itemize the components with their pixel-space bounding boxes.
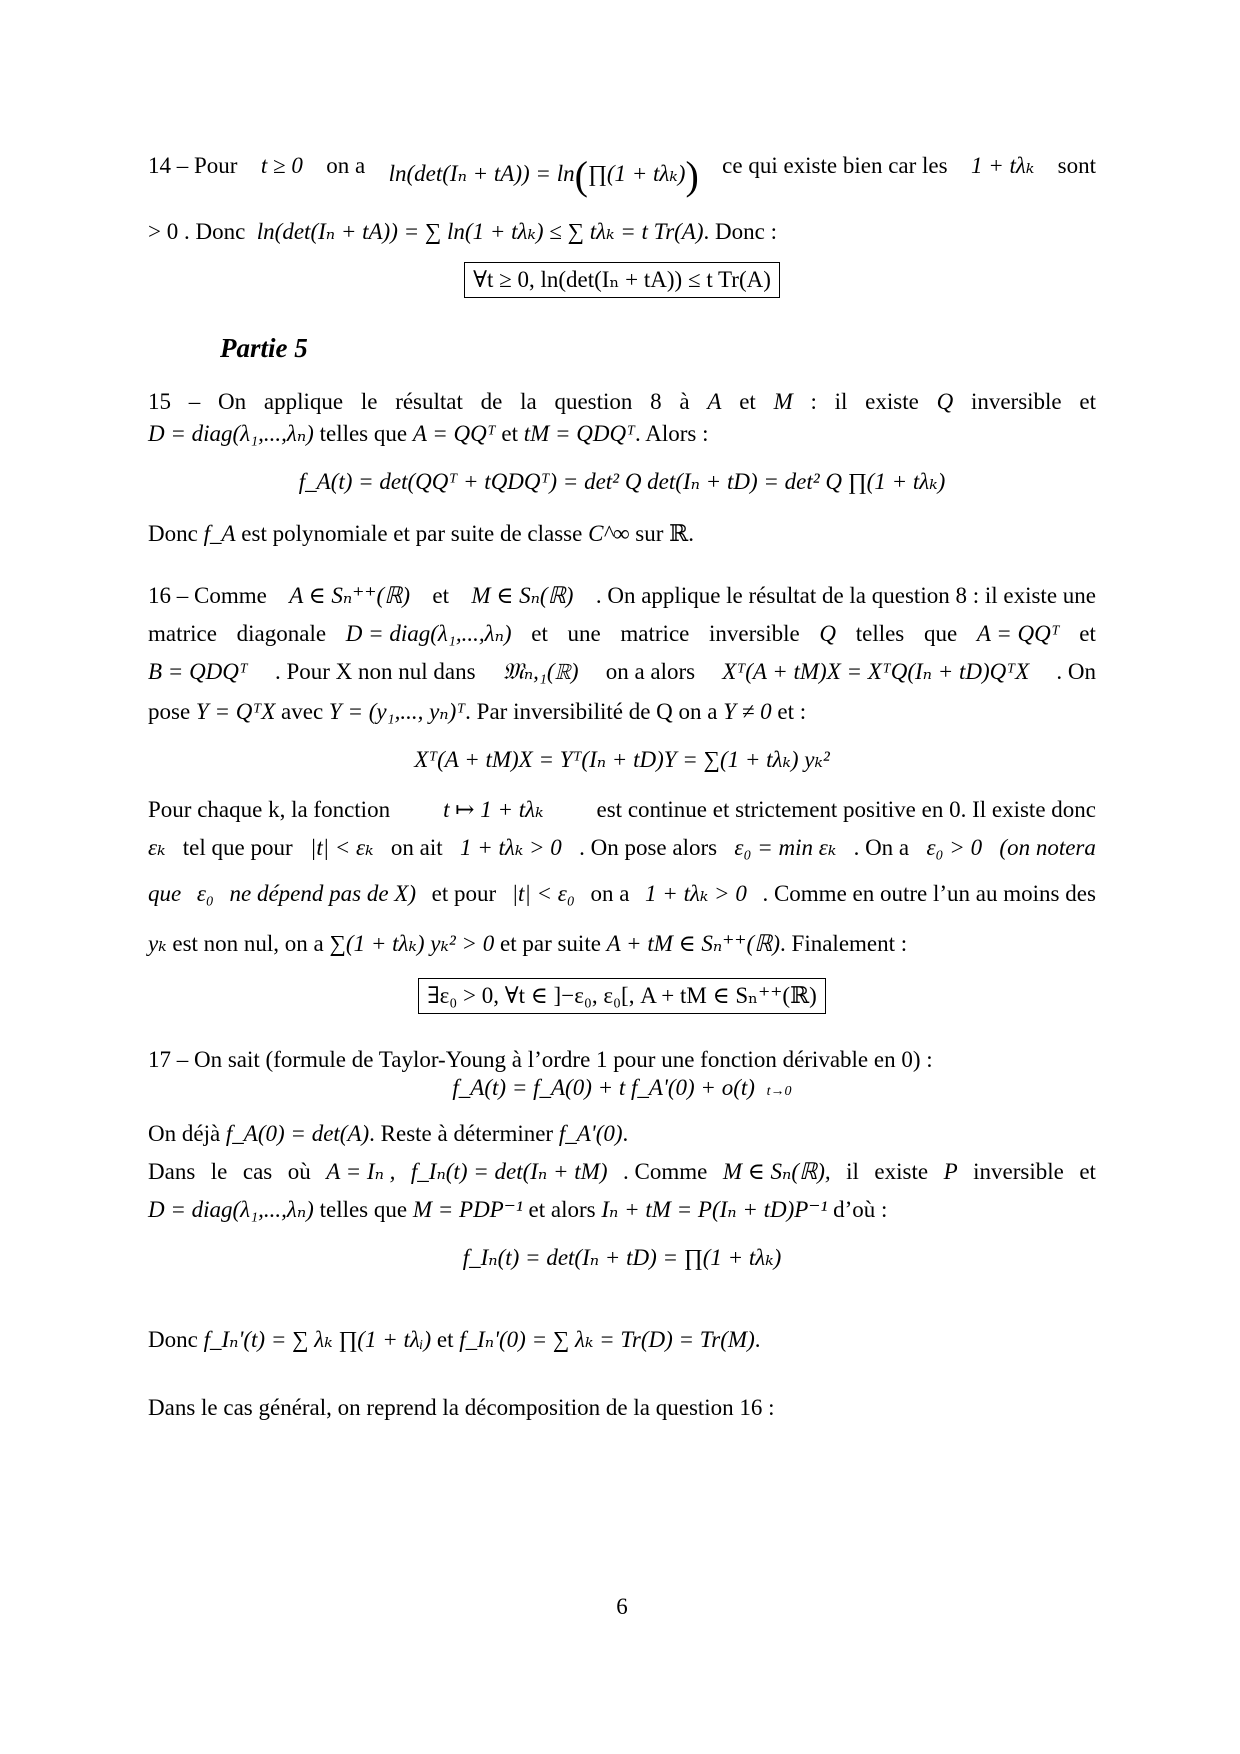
word: 8 (650, 389, 662, 414)
q17-equation-2 (148, 1244, 1096, 1272)
math: εₖ (148, 835, 166, 860)
math: ∑(1 + tλₖ) yₖ² > 0 (329, 931, 495, 956)
q16-equation (148, 746, 1096, 774)
text: que (148, 881, 182, 906)
text: . Comme en outre l’un au moins des (762, 881, 1096, 906)
q15-equation (148, 468, 1096, 496)
math: Y = (y₁,..., yₙ)ᵀ (328, 699, 466, 724)
text: et pour (431, 881, 497, 906)
q14-result-box (148, 262, 1096, 298)
text: . On applique le résultat de la question 8 : il existe une (595, 583, 1096, 608)
q15-line-3 (148, 520, 1096, 548)
section-title: Partie 5 (220, 333, 308, 363)
text: . Finalement : (780, 931, 908, 956)
q16-result-box (148, 978, 1096, 1014)
text: Pour chaque k, la fonction (148, 797, 391, 822)
text: et (436, 1327, 454, 1352)
math: ε₀ = min εₖ (734, 835, 837, 860)
q17-line-4 (148, 1196, 1096, 1224)
math: Y = QᵀX (195, 699, 276, 724)
word: et (1079, 1159, 1096, 1184)
word: applique (263, 389, 344, 414)
equation: Xᵀ(A + tM)X = Yᵀ(Iₙ + tD)Y = ∑(1 + tλₖ) yₖ² (414, 747, 830, 772)
q17-line-6: Dans le cas général, on reprend la décomposition de la question 16 : (148, 1395, 775, 1420)
text: pose (148, 699, 191, 724)
q16-line-5 (148, 796, 1096, 824)
text: On déjà (148, 1121, 221, 1146)
text: . On pose alors (579, 835, 718, 860)
q17-line-3 (148, 1158, 1096, 1186)
word: il (846, 1159, 859, 1184)
text: ne dépend pas de X) (229, 881, 416, 906)
text: et alors (528, 1197, 596, 1222)
word: inversible (970, 389, 1062, 414)
word: matrice (148, 621, 217, 646)
math: 𝔐ₙ,₁(ℝ) (502, 659, 579, 684)
math: Y ≠ 0 (723, 699, 772, 724)
q14-line-2 (148, 218, 1096, 246)
word: A (707, 389, 722, 414)
q17-line-2 (148, 1120, 1096, 1148)
q17-line-5 (148, 1326, 1096, 1354)
text: . (622, 1121, 629, 1146)
text: est non nul, on a (172, 931, 324, 956)
word: le (210, 1159, 228, 1184)
q17-line-1: 17 – On sait (formule de Taylor-Young à l’ordre 1 pour une fonction dérivable en 0) : (148, 1047, 933, 1072)
text: . Donc : (703, 219, 777, 244)
word: M (773, 389, 793, 414)
word: A = QQᵀ (976, 621, 1060, 646)
boxed-result: ∀t ≥ 0, ln(det(Iₙ + tA)) ≤ t Tr(A) (464, 262, 780, 298)
word: le (360, 389, 378, 414)
q15-line-2 (148, 420, 1096, 448)
word: : (810, 389, 817, 414)
math: ε₀ (196, 881, 214, 906)
limit-subscript: t→0 (766, 1084, 792, 1099)
word: Q (819, 621, 837, 646)
math: M = PDP⁻¹ (412, 1197, 523, 1222)
word: inversible (973, 1159, 1064, 1184)
math: A + tM ∈ Sₙ⁺⁺(ℝ) (606, 931, 781, 956)
word: et (739, 389, 756, 414)
math: D = diag(λ₁,...,λₙ) (148, 421, 314, 446)
math: 1 + tλₖ (970, 153, 1035, 178)
text: 16 – Comme (148, 583, 267, 608)
math: yₖ (148, 931, 167, 956)
text: on ait (390, 835, 443, 860)
word: à (679, 389, 690, 414)
math: t ↦ 1 + tλₖ (443, 797, 544, 822)
text: sont (1057, 153, 1096, 178)
q15-line-1 (148, 388, 1096, 416)
math: t ≥ 0 (260, 153, 303, 178)
math: f_Iₙ'(t) = ∑ λₖ ∏(1 + tλᵢ) (203, 1327, 432, 1352)
q14-line-1 (148, 152, 1096, 200)
math: D = diag(λ₁,...,λₙ) (148, 1197, 314, 1222)
word: P (943, 1159, 958, 1184)
word: résultat (395, 389, 463, 414)
q16-line-4 (148, 698, 1096, 726)
text: . Reste à déterminer (369, 1121, 554, 1146)
text: et par suite (500, 931, 601, 956)
math: ln(det(Iₙ + tA)) = ln(∏(1 + tλₖ)) (388, 153, 699, 198)
math: |t| < ε₀ (511, 881, 575, 906)
boxed-result: ∃ε₀ > 0, ∀t ∈ ]−ε₀, ε₀[, A + tM ∈ Sₙ⁺⁺(ℝ) (418, 978, 826, 1014)
math: f_A'(0) (558, 1121, 623, 1146)
text: . On (1056, 659, 1096, 684)
text: telles que (319, 421, 408, 446)
q16-line-6 (148, 834, 1096, 862)
page-number: 6 (616, 1594, 628, 1619)
math: f_A(0) = det(A) (225, 1121, 370, 1146)
word: existe (874, 1159, 929, 1184)
word: f_Iₙ(t) = det(Iₙ + tM) (410, 1159, 608, 1184)
text: 14 – Pour (148, 153, 238, 178)
math: f_Iₙ'(0) = ∑ λₖ = Tr(D) = Tr(M) (459, 1327, 755, 1352)
math: Iₙ + tM = P(Iₙ + tD)P⁻¹ (601, 1197, 828, 1222)
text: > 0 . Donc (148, 219, 246, 244)
math: A = QQᵀ (412, 421, 496, 446)
word: telles (855, 621, 905, 646)
word: inversible (709, 621, 800, 646)
math: B = QDQᵀ (148, 659, 248, 684)
text: et (501, 421, 518, 446)
equation: f_A(t) = det(QQᵀ + tQDQᵀ) = det² Q det(Iₙ + tD) = det² Q ∏(1 + tλₖ) (298, 469, 946, 494)
word: et (531, 621, 548, 646)
text: et : (777, 699, 807, 724)
word: une (567, 621, 601, 646)
math: ln(det(Iₙ + tA)) = ∑ ln(1 + tλₖ) ≤ ∑ tλₖ = t Tr(A) (256, 219, 704, 244)
word: de (480, 389, 503, 414)
text: tel que pour (182, 835, 293, 860)
math: f_A (203, 521, 236, 546)
text: . On a (853, 835, 910, 860)
text: . Alors : (635, 421, 709, 446)
word: Dans (148, 1159, 196, 1184)
word: que (923, 621, 958, 646)
math: 1 + tλₖ > 0 (645, 881, 747, 906)
word: . Comme (622, 1159, 708, 1184)
word: cas (242, 1159, 273, 1184)
text: Donc (148, 521, 198, 546)
math: C^∞ (588, 521, 630, 546)
word: On (218, 389, 247, 414)
text: on a (326, 153, 366, 178)
text: . Pour X non nul dans (274, 659, 476, 684)
word: et (1079, 621, 1096, 646)
word: matrice (620, 621, 690, 646)
text: telles que (319, 1197, 408, 1222)
word: où (287, 1159, 311, 1184)
math: ε₀ > 0 (926, 835, 983, 860)
text: (on notera (999, 835, 1096, 860)
text: . (754, 1327, 761, 1352)
text: avec (281, 699, 324, 724)
math: M ∈ Sₙ(ℝ) (471, 583, 574, 608)
equation: f_A(t) = f_A(0) + t f_A'(0) + o(t) (452, 1075, 755, 1100)
text: on a (590, 881, 630, 906)
q16-line-1 (148, 582, 1096, 610)
text: d’où : (833, 1197, 888, 1222)
word: diagonale (236, 621, 327, 646)
right-paren: ) (685, 153, 699, 198)
math: A ∈ Sₙ⁺⁺(ℝ) (289, 583, 411, 608)
word: et (1079, 389, 1096, 414)
word: 15 (148, 389, 171, 414)
math: |t| < εₖ (310, 835, 374, 860)
word: il (834, 389, 848, 414)
word: – (188, 389, 201, 414)
word: A = Iₙ , (326, 1159, 396, 1184)
word: existe (865, 389, 919, 414)
word: la (520, 389, 537, 414)
left-paren: ( (574, 153, 588, 198)
math: Xᵀ(A + tM)X = XᵀQ(Iₙ + tD)QᵀX (722, 659, 1030, 684)
text: est polynomiale et par suite de classe (241, 521, 583, 546)
text: est continue et strictement positive en 0. Il existe donc (596, 797, 1096, 822)
text: on a alors (605, 659, 696, 684)
word: question (554, 389, 633, 414)
word: Q (936, 389, 954, 414)
equation: f_Iₙ(t) = det(Iₙ + tD) = ∏(1 + tλₖ) (462, 1245, 782, 1270)
text: Donc (148, 1327, 198, 1352)
text: . Par inversibilité de Q on a (465, 699, 718, 724)
q17-equation-1 (148, 1074, 1096, 1102)
word: M ∈ Sₙ(ℝ), (722, 1159, 831, 1184)
text: ce qui existe bien car les (722, 153, 948, 178)
math: tM = QDQᵀ (523, 421, 636, 446)
text: et (432, 583, 450, 608)
q16-line-7 (148, 880, 1096, 908)
q16-line-8 (148, 930, 1096, 958)
q16-line-3 (148, 658, 1096, 686)
q16-line-2 (148, 620, 1096, 648)
text: sur ℝ. (635, 521, 695, 546)
word: D = diag(λ₁,...,λₙ) (345, 621, 512, 646)
math: 1 + tλₖ > 0 (459, 835, 562, 860)
